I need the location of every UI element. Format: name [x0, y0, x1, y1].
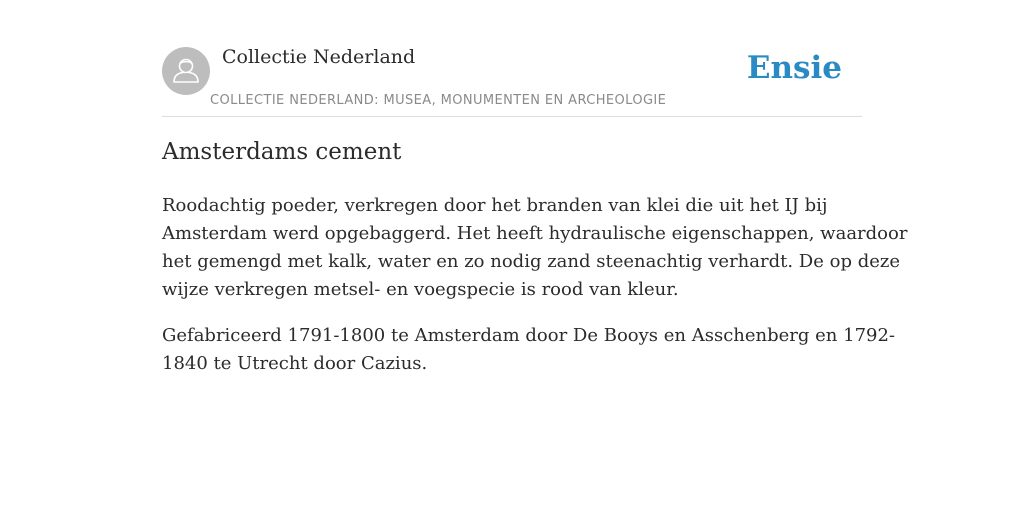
article-title: Amsterdams cement — [162, 139, 402, 165]
paragraph-line: Amsterdam werd opgebaggerd. Het heeft hydraulische eigenschappen, waardoor — [162, 223, 908, 244]
paragraph-line: Gefabriceerd 1791-1800 te Amsterdam door De Booys en Asschenberg en 1792- — [162, 325, 896, 346]
source-label[interactable]: COLLECTIE NEDERLAND: MUSEA, MONUMENTEN EN ARCHEOLOGIE — [210, 93, 667, 108]
paragraph-line: het gemengd met kalk, water en zo nodig zand steenachtig verhardt. De op deze — [162, 251, 900, 272]
paragraph-line: wijze verkregen metsel- en voegspecie is rood van kleur. — [162, 279, 679, 300]
user-silhouette-icon — [162, 47, 210, 95]
paragraph-line: Roodachtig poeder, verkregen door het branden van klei die uit het IJ bij — [162, 195, 828, 216]
article-header — [162, 40, 862, 117]
paragraph — [162, 192, 908, 304]
paragraph-line: 1840 te Utrecht door Cazius. — [162, 353, 428, 374]
avatar[interactable] — [162, 47, 210, 95]
paragraph — [162, 322, 896, 378]
author-name[interactable]: Collectie Nederland — [222, 46, 416, 68]
article-body — [162, 192, 908, 396]
ensie-logo[interactable]: Ensie — [746, 50, 842, 86]
